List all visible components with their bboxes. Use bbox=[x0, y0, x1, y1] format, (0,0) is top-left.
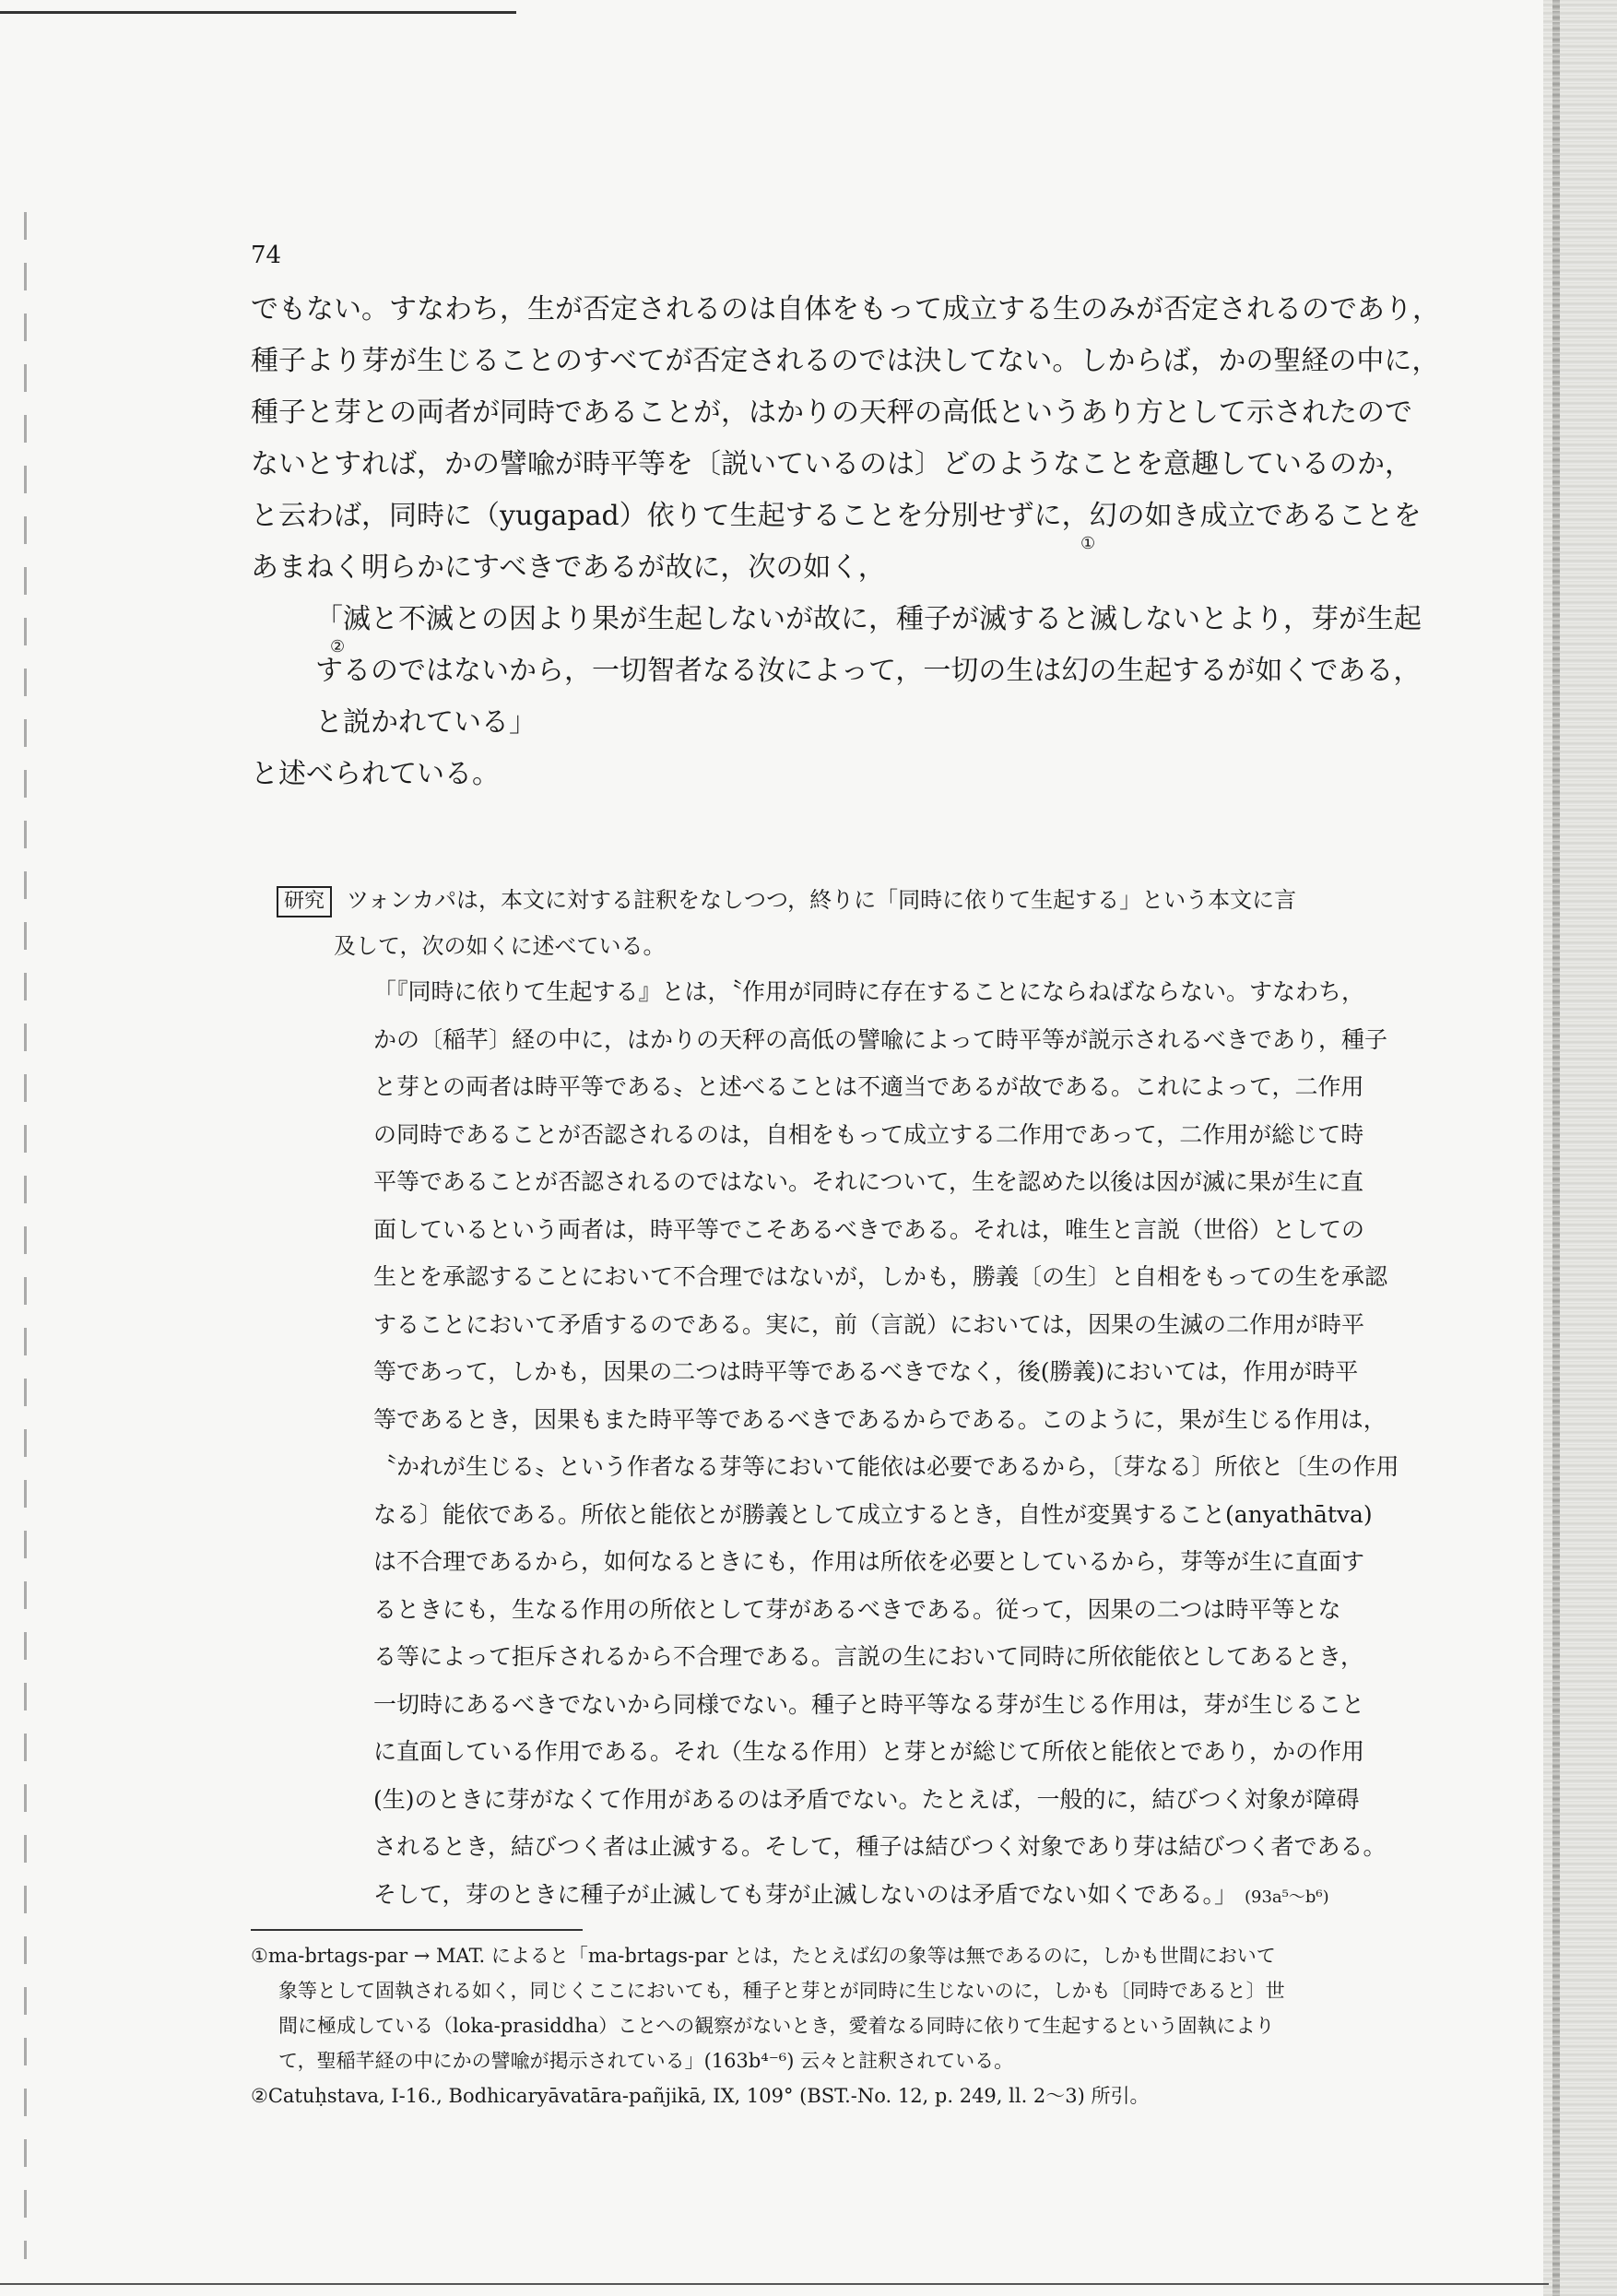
research-quote-line: 一切時にあるべきでないから同様でない。種子と時平等なる芽が生じる作用は，芽が生じること bbox=[373, 1690, 1365, 1718]
quote-line-2: するのではないから，一切智者なる汝によって，一切の生は幻の生起するが如くである， bbox=[315, 655, 1422, 687]
research-quote-line: 面しているという両者は，時平等でこそあるべきである。それは，唯生と言説（世俗）としての bbox=[373, 1215, 1365, 1243]
research-quote-line: 平等であることが否認されるのではない。それについて，生を認めた以後は因が滅に果が生に直 bbox=[373, 1168, 1364, 1195]
footnote-marker-1: ① bbox=[1080, 534, 1096, 553]
scan-top-line bbox=[0, 11, 516, 14]
scan-left-edge bbox=[24, 212, 27, 2259]
footnote-1-line: ①ma-brtags-par → MAT. によると「ma-brtags-par とは，たとえば幻の象等は無であるのに，しかも世間において bbox=[251, 1945, 1276, 1967]
main-line-4: ないとすれば，かの譬喩が時平等を〔説いているのは〕どのようなことを意趣しているのか， bbox=[251, 448, 1412, 480]
page-number: 74 bbox=[251, 242, 282, 269]
research-quote-line: 〝かれが生じる〟という作者なる芽等において能依は必要であるから，〔芽なる〕所依と〔生の作用 bbox=[373, 1453, 1399, 1480]
footnotes bbox=[251, 1938, 1486, 2113]
research-quote-line: 生とを承認することにおいて不合理ではないが，しかも，勝義〔の生〕と自相をもっての生を承認 bbox=[373, 1263, 1388, 1290]
research-intro-text-1: ツォンカパは，本文に対する註釈をなしつつ，終りに「同時に依りて生起する」という本文に言 bbox=[347, 887, 1297, 913]
footnote-1-line: 間に極成している（loka-prasiddha）ことへの観察がないとき，愛着なる同時に依りて生起するという固執により bbox=[278, 2015, 1275, 2037]
research-quote-line: されるとき，結びつく者は止滅する。そして，種子は結びつく対象であり芽は結びつく者である。 bbox=[373, 1833, 1387, 1860]
footnote-2-line: ②Catuḥstava, I-16., Bodhicaryāvatāra-pañjikā, IX, 109° (BST.-No. 12, p. 249, ll. 2～3) 所引。 bbox=[251, 2085, 1150, 2107]
research-quote-line: することにおいて矛盾するのである。実に，前（言説）においては，因果の生滅の二作用が時平 bbox=[373, 1310, 1365, 1338]
closing-line: と述べられている。 bbox=[251, 758, 500, 790]
main-line-2: 種子より芽が生じることのすべてが否定されるのでは決してない。しからば，かの聖経の中に， bbox=[251, 345, 1440, 377]
research-quote-line: 等であるとき，因果もまた時平等であるべきであるからである。このように，果が生じる作用は， bbox=[373, 1405, 1387, 1433]
quote-line-1-text: 「滅と不滅との因より果が生起しないが故に，種子が滅すると滅しないとより，芽が生起 bbox=[315, 603, 1422, 635]
research-quote-line: に直面している作用である。それ（生なる作用）と芽とが総じて所依と能依とであり，かの作用 bbox=[373, 1738, 1365, 1765]
research-section bbox=[277, 876, 1493, 968]
footnote-1-line: て，聖稲芊経の中にかの譬喩が掲示されている」(163b⁴⁻⁶) 云々と註釈されている。 bbox=[278, 2050, 1014, 2072]
research-intro-line-1 bbox=[277, 876, 1493, 922]
research-quote-block bbox=[373, 968, 1480, 1918]
main-line-5-text: と云わば，同時に（yugapad）依りて生起することを分別せずに，幻の如き成立であることを bbox=[251, 500, 1422, 532]
research-quote-line: (生)のときに芽がなくて作用があるのは矛盾でない。たとえば，一般的に，結びつく対象が障碍 bbox=[373, 1785, 1360, 1813]
research-quote-line: は不合理であるから，如何なるときにも，作用は所依を必要としているから，芽等が生に直面す bbox=[373, 1548, 1365, 1575]
research-quote-line: と芽との両者は時平等である〟と述べることは不適当であるが故である。これによって，二作用 bbox=[373, 1073, 1364, 1100]
footnote-divider bbox=[251, 1929, 583, 1931]
main-line-1: でもない。すなわち，生が否定されるのは自体をもって成立する生のみが否定されるのであり， bbox=[251, 293, 1440, 325]
main-line-5 bbox=[251, 491, 1468, 553]
main-line-3: 種子と芽との両者が同時であることが，はかりの天秤の高低というあり方として示されたので bbox=[251, 396, 1412, 429]
research-citation: (93a⁵～b⁶) bbox=[1244, 1887, 1329, 1907]
quote-line-1 bbox=[251, 594, 1468, 657]
main-line-6: あまねく明らかにすべきであるが故に，次の如く， bbox=[251, 551, 886, 584]
research-quote-line: 等であって，しかも，因果の二つは時平等であるべきでなく，後(勝義)においては，作用が時平 bbox=[373, 1358, 1359, 1385]
research-quote-line: の同時であることが否認されるのは，自相をもって成立する二作用であって，二作用が総じて時 bbox=[373, 1120, 1364, 1148]
quote-line-3: と説かれている」 bbox=[315, 706, 537, 739]
research-quote-line: なる〕能依である。所依と能依とが勝義として成立するとき，自性が変異すること(anyathātva) bbox=[373, 1500, 1373, 1528]
research-quote-line: るときにも，生なる作用の所依として芽があるべきである。従って，因果の二つは時平等とな bbox=[373, 1595, 1341, 1623]
footnote-1-line: 象等として固執される如く，同じくここにおいても，種子と芽とが同時に生じないのに，しかも〔同時であると〕世 bbox=[278, 1980, 1285, 2002]
scan-bottom-line bbox=[0, 2283, 1549, 2285]
research-label: 研究 bbox=[277, 886, 332, 917]
research-intro-line-2: 及して，次の如くに述べている。 bbox=[334, 933, 666, 959]
research-quote-line: 「『同時に依りて生起する』とは，〝作用が同時に存在することにならねばならない。すなわち， bbox=[373, 978, 1365, 1005]
research-quote-last-text: そして，芽のときに種子が止滅しても芽が止滅しないのは矛盾でない如くである。」 bbox=[373, 1880, 1238, 1908]
main-text bbox=[251, 284, 1468, 800]
research-quote-last-line bbox=[373, 1871, 1480, 1919]
footnote-marker-2: ② bbox=[330, 637, 346, 657]
research-quote-line: る等によって拒斥されるから不合理である。言説の生において同時に所依能依としてあるとき， bbox=[373, 1643, 1364, 1670]
scan-right-edge bbox=[1543, 0, 1617, 2296]
research-quote-line: かの〔稲芊〕経の中に，はかりの天秤の高低の譬喩によって時平等が説示されるべきであり，種子 bbox=[373, 1025, 1388, 1053]
